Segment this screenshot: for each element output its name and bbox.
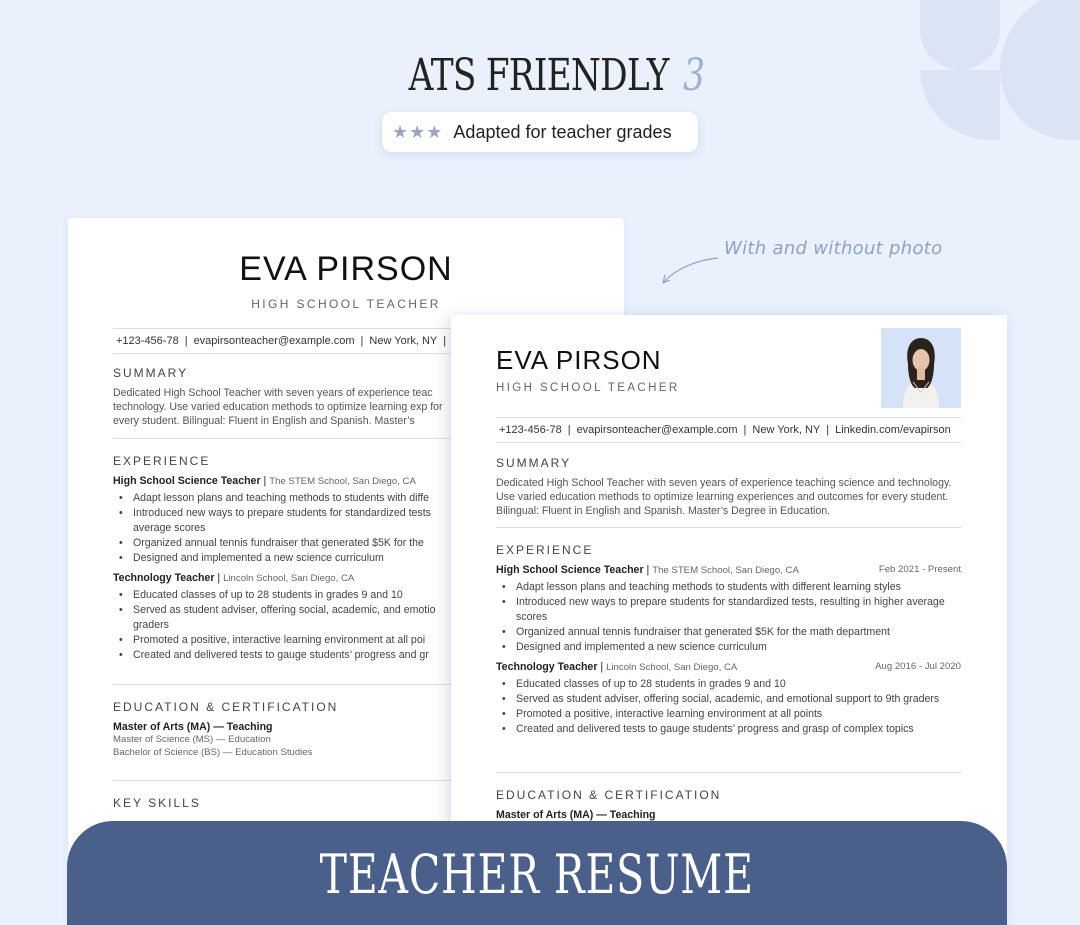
contact-line: +123-456-78 | evapirsonteacher@example.com | New York, NY | Linkedin.com/evapirson [496, 417, 961, 443]
profile-photo [881, 328, 961, 408]
star-icon: ★★★ [392, 121, 444, 142]
headline-number: 3 [682, 50, 705, 101]
job-title-row: High School Science Teacher | The STEM School, San Diego, CA [113, 475, 416, 487]
summary-section [496, 456, 961, 518]
headline [0, 50, 1080, 101]
job-bullets: • Adapt lesson plans and teaching methods to students with different learning styles • Introduced new ways to prepare students for standardized tests, resulting in higher average scores • Organized annual tennis fundraiser that generated $5K for the math department • Designed and implemented a new science curriculum [496, 580, 961, 655]
experience-section [496, 543, 961, 737]
job-title-row: Technology Teacher | Lincoln School, San Diego, CA Aug 2016 - Jul 2020 [496, 661, 961, 673]
title-banner [67, 821, 1007, 925]
resume-name: EVA PIRSON [239, 250, 453, 288]
education-heading: EDUCATION & CERTIFICATION [496, 788, 722, 802]
pill-text: Adapted for teacher grades [453, 121, 672, 142]
experience-heading: EXPERIENCE [496, 543, 594, 557]
summary-text: Dedicated High School Teacher with seven years of experience teac technology. Use varied education methods to optimize learning exp for every student. Bilingual: Fluent in English and Spanish. Master’s [113, 387, 443, 427]
contact-line: +123-456-78 | evapirsonteacher@example.com | New York, NY | [113, 328, 593, 354]
feature-pill [382, 112, 698, 152]
contact-email: evapirsonteacher@example.com [576, 424, 738, 436]
summary-heading: SUMMARY [113, 366, 189, 380]
job-dates: Feb 2021 - Present [878, 564, 961, 575]
contact-phone: +123-456-78 [499, 424, 562, 436]
resume-role: HIGH SCHOOL TEACHER [496, 382, 680, 394]
contact-email: evapirsonteacher@example.com [193, 335, 355, 347]
job-dates: Aug 2016 - Jul 2020 [875, 661, 961, 672]
job-bullets: • Adapt lesson plans and teaching methods to students with diffe • Introduced new ways to prepare students for standardized tests average scores • Organized annual tennis fundraiser that generated $5K for the • Designed and implemented a new science curriculum [113, 491, 593, 566]
banner-title: TEACHER RESUME [319, 843, 755, 906]
curved-arrow-icon [658, 254, 720, 288]
resume-name: EVA PIRSON [496, 345, 662, 375]
summary-heading: SUMMARY [496, 456, 572, 470]
job-title-row: High School Science Teacher | The STEM School, San Diego, CA Feb 2021 - Present [496, 564, 961, 576]
job-bullets: • Educated classes of up to 28 students in grades 9 and 10 • Served as student adviser, offering social, academic, and emotional support to 9th graders • Promoted a positive, interactive learning environment at all points • Created and delivered tests to gauge students’ progress and grasp of complex topics [496, 677, 961, 737]
resume-role: HIGH SCHOOL TEACHER [251, 297, 441, 311]
education-heading: EDUCATION & CERTIFICATION [113, 700, 339, 714]
contact-location: New York, NY [752, 424, 821, 436]
experience-heading: EXPERIENCE [113, 454, 211, 468]
photo-annotation: With and without photo [724, 238, 943, 259]
job-title-row: Technology Teacher | Lincoln School, San Diego, CA [113, 572, 355, 584]
skills-heading: KEY SKILLS [113, 796, 201, 810]
contact-location: New York, NY [369, 335, 438, 347]
education-section: EDUCATION & CERTIFICATION Master of Arts (MA) — Teaching Master of Science (MS) — Education Bachelor of Science (BS) — Education Studies [113, 700, 593, 759]
contact-phone: +123-456-78 [116, 335, 179, 347]
contact-linkedin: Linkedin.com/evapirson [835, 424, 951, 436]
education-section: EDUCATION & CERTIFICATION Master of Arts (MA) — Teaching [496, 788, 961, 821]
headline-title: ATS FRIENDLY [409, 50, 669, 101]
summary-text: Dedicated High School Teacher with seven years of experience teaching science and technology. Use varied education methods to optimize learning experiences and outcomes for every student. Bilingual: Fluent in English and Spanish. Master’s Degree in Education. [496, 477, 952, 517]
job-bullets: • Educated classes of up to 28 students in grades 9 and 10 • Served as student adviser, offering social, academic, and emotio graders • Promoted a positive, interactive learning environment at all poi • Created and delivered tests to gauge students’ progress and gr [113, 588, 593, 663]
